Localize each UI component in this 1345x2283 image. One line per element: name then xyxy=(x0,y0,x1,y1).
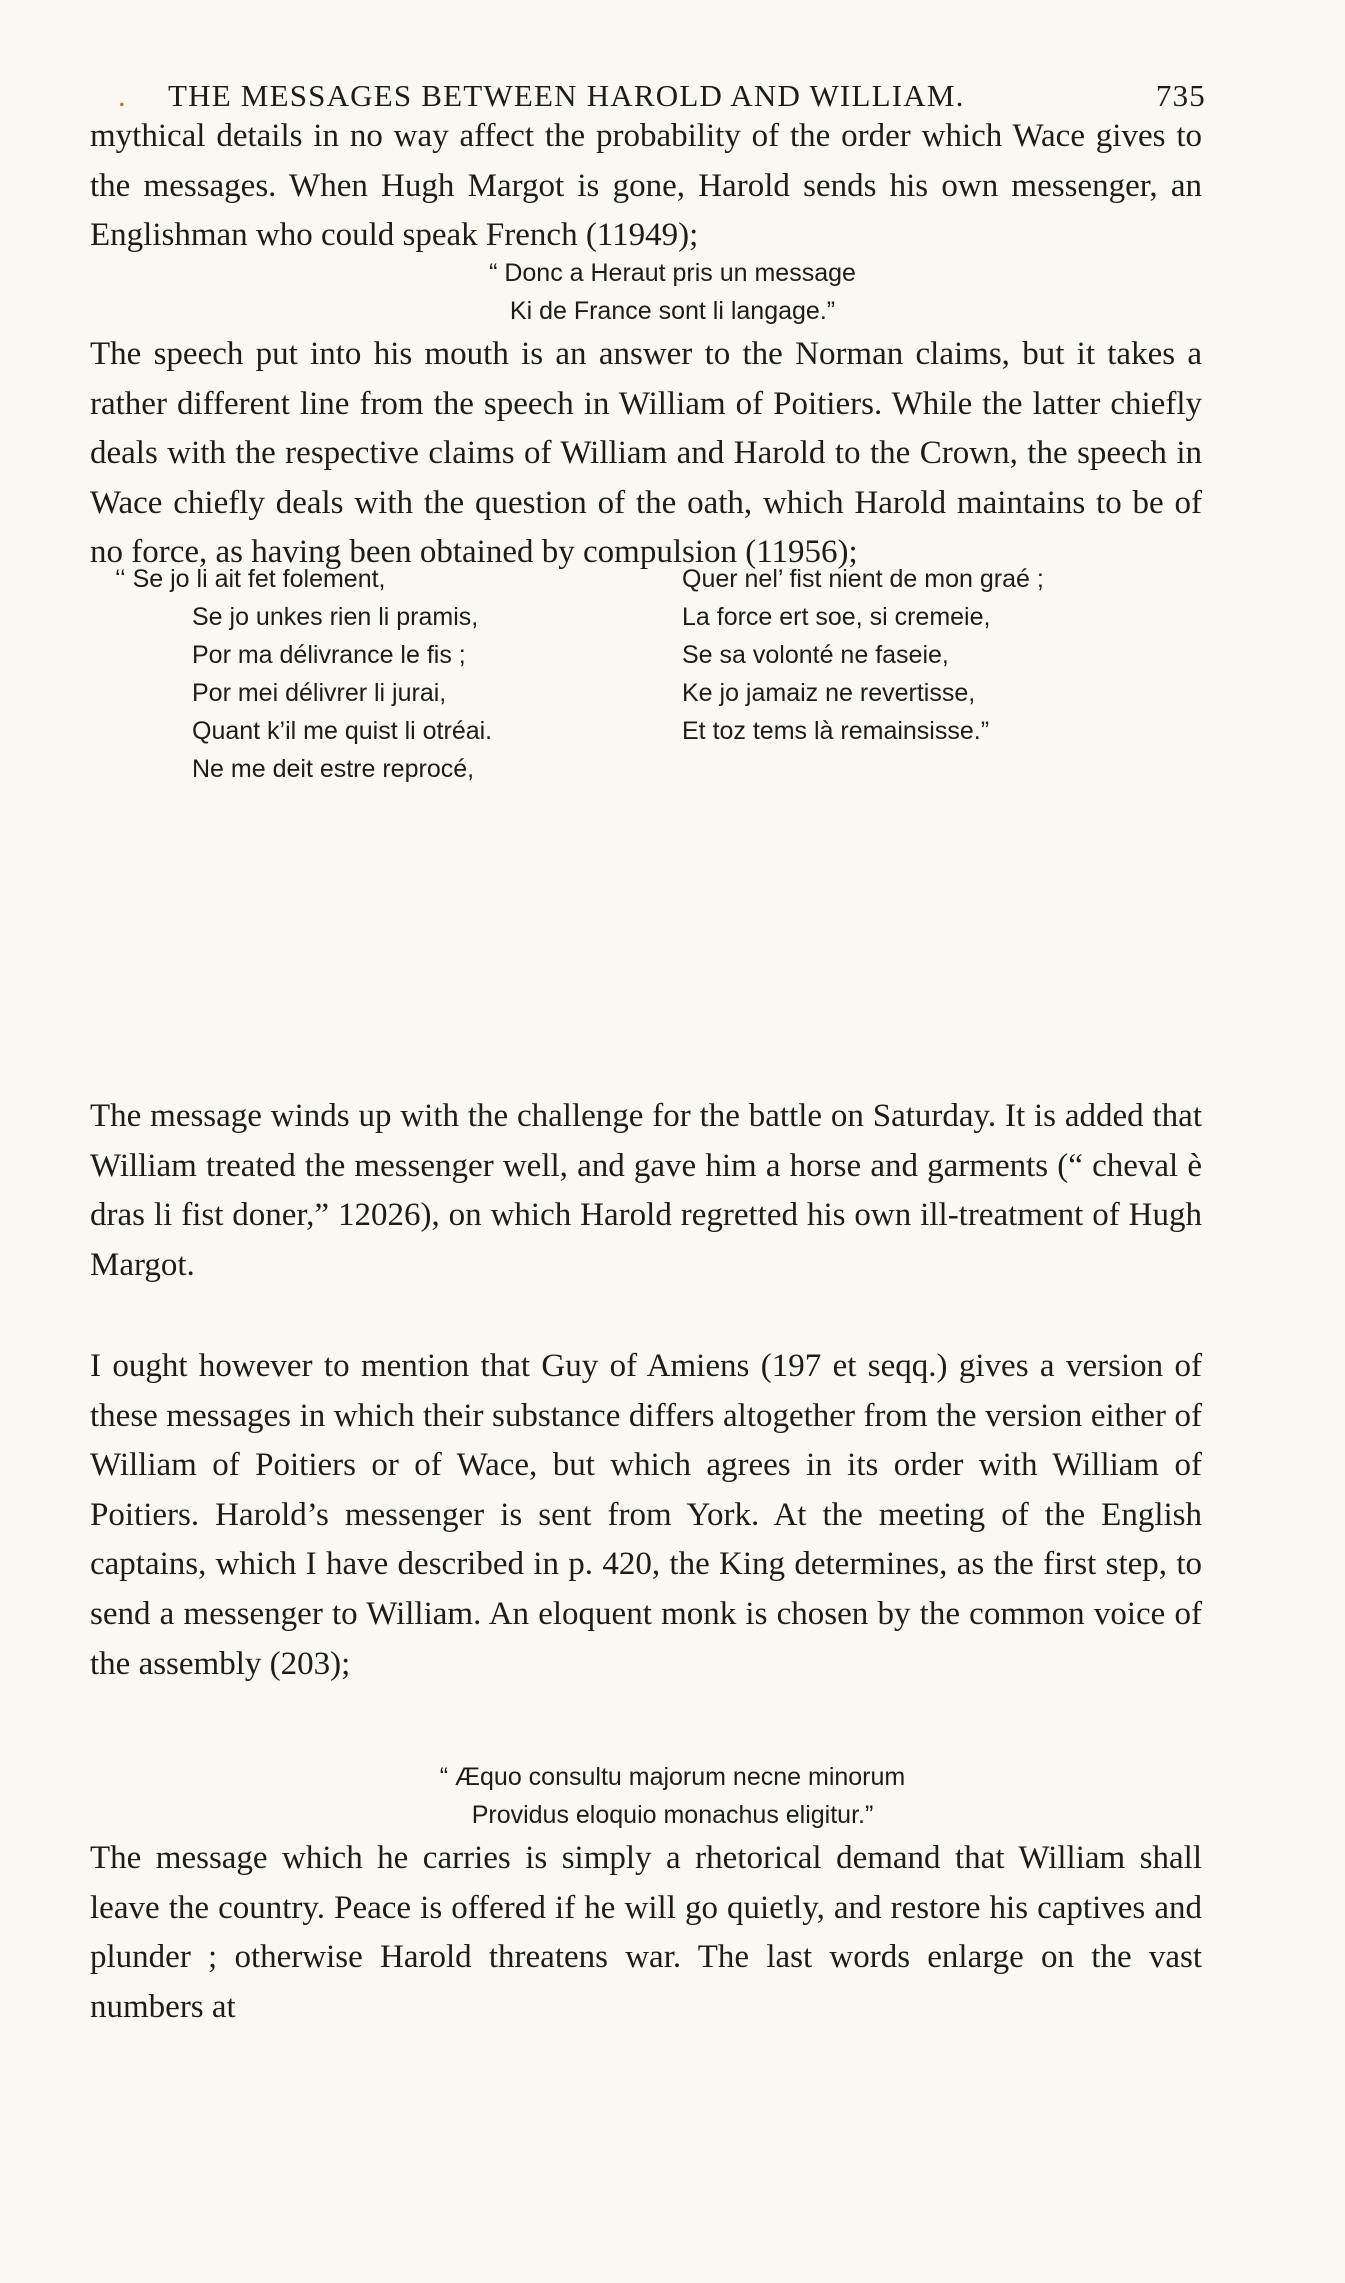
paragraph-4: I ought however to mention that Guy of Amiens (197 et seqq.) gives a version of these messages in which their substance differs altogether from the version either of William of Poitiers or of Wace, but which agrees in its order with William of Poitiers. Harold’s messenger is sent from York. At the meeting of the English captains, which I have described in p. 420, the King determines, as the first step, to send a messenger to William. An eloquent monk is chosen by the common voice of the assembly (203); xyxy=(90,1348,1202,1682)
verse-line: “ Æquo consultu majorum necne minorum xyxy=(439,1763,906,1791)
verse-line: La force ert soe, si cremeie, xyxy=(682,603,991,631)
header-mark: . xyxy=(118,78,127,113)
paragraph-2: The speech put into his mouth is an answer to the Norman claims, but it takes a rather different line from the speech in William of Poitiers. While the latter chiefly deals with the respective claims of William and Harold to the Crown, the speech in Wace chiefly deals with the question of the oath, which Harold maintains to be of no force, as having been obtained by compulsion (11956); xyxy=(90,336,1202,571)
verse-line: Se sa volonté ne faseie, xyxy=(682,641,949,669)
verse-line: Ki de France sont li langage.” xyxy=(509,297,836,325)
verse-line: Por ma délivrance le fis ; xyxy=(192,641,466,669)
verse-line: Ne me deit estre reprocé, xyxy=(192,755,475,783)
quote-wace-oath-right xyxy=(682,560,1044,750)
verse-line: Por mei délivrer li jurai, xyxy=(192,679,447,707)
verse-line: Ke jo jamaiz ne revertisse, xyxy=(682,679,976,707)
quote-wace-herald xyxy=(0,254,1345,330)
verse-line: Et toz tems là remainsisse.” xyxy=(682,717,990,745)
page-number: 735 xyxy=(1155,78,1206,113)
verse-line: Quer nel’ fist nient de mon graé ; xyxy=(682,565,1044,593)
verse-line: Quant k’il me quist li otréai. xyxy=(192,717,493,745)
quote-guy-of-amiens xyxy=(0,1758,1345,1834)
verse-line: Se jo unkes rien li pramis, xyxy=(192,603,479,631)
running-title: THE MESSAGES BETWEEN HAROLD AND WILLIAM. xyxy=(168,78,965,113)
verse-line: Providus eloquio monachus eligitur.” xyxy=(471,1801,874,1829)
paragraph-1: mythical details in no way affect the probability of the order which Wace gives to the messages. When Hugh Margot is gone, Harold sends his own messenger, an Englishman who could speak French (11949); xyxy=(90,118,1202,254)
verse-line: “ Donc a Heraut pris un message xyxy=(489,259,856,287)
quote-wace-oath-left xyxy=(115,560,492,788)
paragraph-3: The message winds up with the challenge for the battle on Saturday. It is added that William treated the messenger well, and gave him a horse and garments (“ cheval è dras li fist doner,” 12026), on which Harold regretted his own ill-treatment of Hugh Margot. xyxy=(90,1098,1202,1283)
paragraph-5: The message which he carries is simply a rhetorical demand that William shall leave the country. Peace is offered if he will go quietly, and restore his captives and plunder ; otherwise Harold threatens war. The last words enlarge on the vast numbers at xyxy=(90,1840,1202,2025)
verse-line: ‘‘ Se jo li ait fet folement, xyxy=(115,565,386,593)
